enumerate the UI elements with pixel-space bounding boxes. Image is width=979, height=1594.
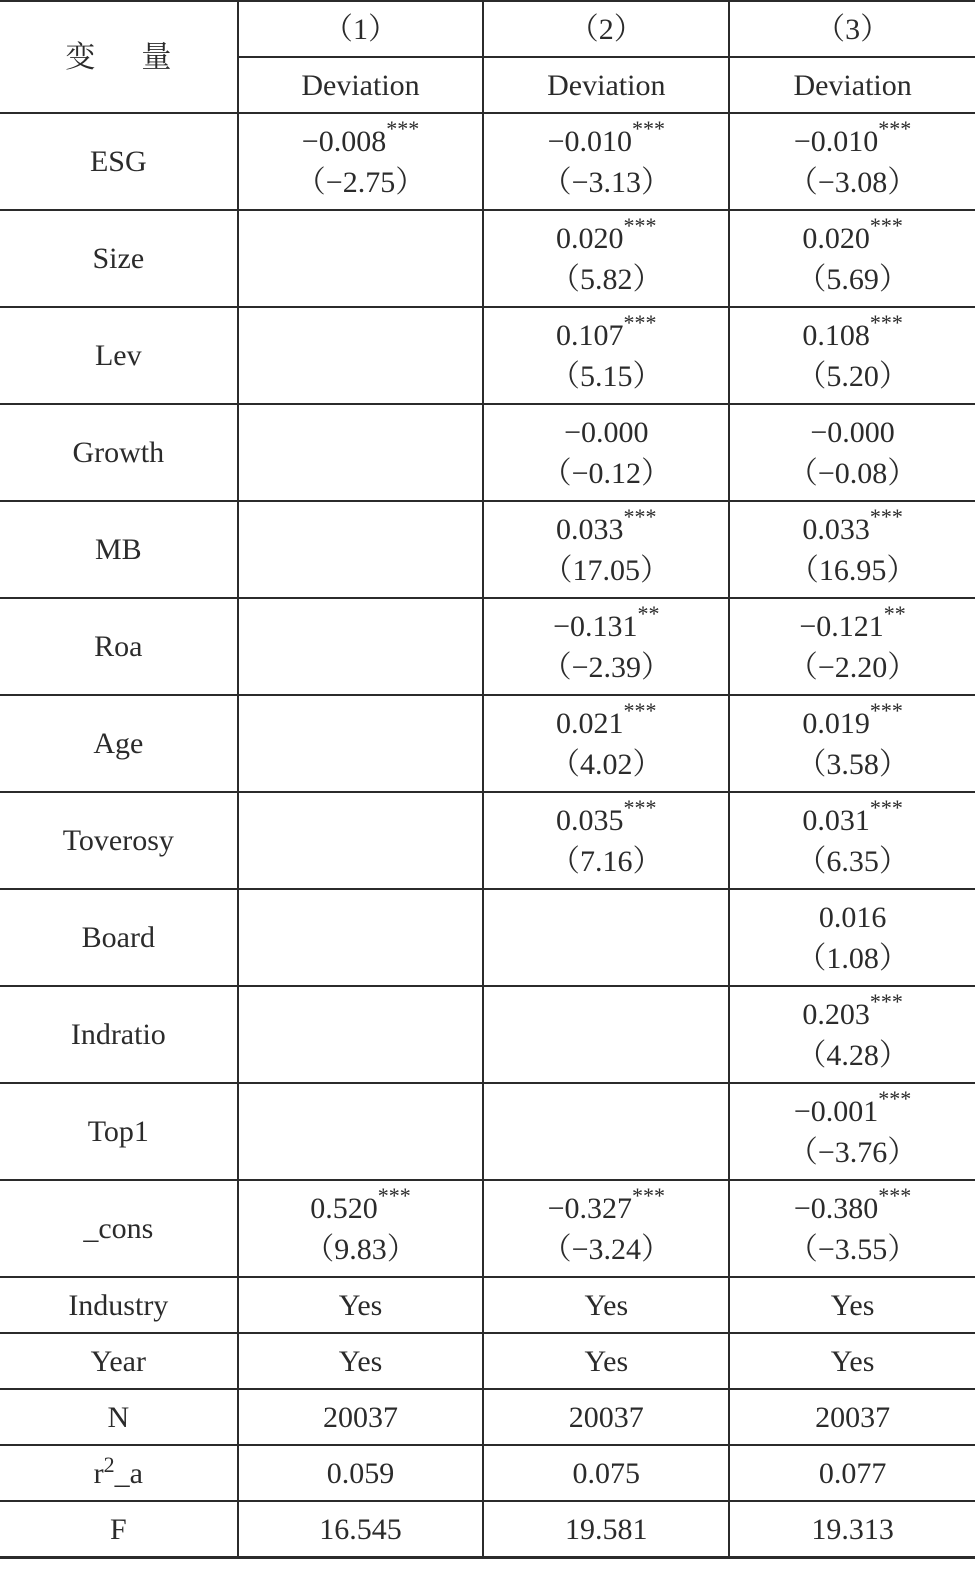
coefficient-value: −0.121 bbox=[799, 609, 884, 643]
t-statistic: （−3.24） bbox=[541, 1232, 671, 1266]
cell-ra-col2: 0.075 bbox=[483, 1445, 729, 1501]
t-statistic: （9.83） bbox=[304, 1232, 417, 1266]
row-label bbox=[0, 1333, 238, 1389]
variable-header-char1: 变 bbox=[65, 40, 96, 74]
cell-toverosy-col2 bbox=[483, 792, 729, 889]
cell-board-col1 bbox=[238, 889, 484, 986]
dependent-variable-2: Deviation bbox=[483, 57, 729, 113]
cell-cons-col3 bbox=[729, 1180, 975, 1277]
cell-n-col1: 20037 bbox=[238, 1389, 484, 1445]
cell-mb-col1 bbox=[238, 501, 484, 598]
cell-board-col2 bbox=[483, 889, 729, 986]
t-statistic: （6.35） bbox=[796, 844, 909, 878]
table-row-board bbox=[0, 889, 975, 986]
row-label: MB bbox=[0, 501, 238, 598]
significance-stars: *** bbox=[869, 697, 903, 723]
cell-esg-col3 bbox=[729, 113, 975, 210]
coefficient-value: 0.021 bbox=[556, 706, 624, 740]
coefficient bbox=[484, 212, 728, 259]
table-row-age bbox=[0, 695, 975, 792]
t-statistic: （−3.76） bbox=[787, 1135, 918, 1169]
significance-stars: *** bbox=[869, 503, 903, 529]
coefficient bbox=[484, 503, 728, 550]
significance-stars: *** bbox=[878, 115, 912, 141]
dependent-variable-1: Deviation bbox=[238, 57, 484, 113]
coefficient bbox=[484, 600, 728, 647]
cell-growth-col2 bbox=[483, 404, 729, 501]
significance-stars: *** bbox=[623, 794, 657, 820]
row-label bbox=[0, 1445, 238, 1501]
t-statistic: （−0.12） bbox=[541, 456, 671, 490]
cell-indratio-col1 bbox=[238, 986, 484, 1083]
cell-lev-col3 bbox=[729, 307, 975, 404]
row-label: Board bbox=[0, 889, 238, 986]
significance-stars: *** bbox=[623, 697, 657, 723]
t-statistic: （−3.13） bbox=[541, 165, 671, 199]
cell-lev-col1 bbox=[238, 307, 484, 404]
table-row-esg bbox=[0, 113, 975, 210]
significance-stars: *** bbox=[632, 115, 665, 141]
cell-indratio-col3 bbox=[729, 986, 975, 1083]
cell-top1-col3 bbox=[729, 1083, 975, 1180]
coefficient-value: −0.010 bbox=[547, 124, 632, 158]
t-statistic: （5.15） bbox=[550, 359, 663, 393]
t-statistic: （−2.75） bbox=[295, 165, 426, 199]
cell-esg-col1 bbox=[238, 113, 484, 210]
table-row-roa bbox=[0, 598, 975, 695]
coefficient-value: 0.107 bbox=[556, 318, 624, 352]
t-statistic: （4.02） bbox=[550, 747, 663, 781]
cell-roa-col1 bbox=[238, 598, 484, 695]
significance-stars: *** bbox=[869, 794, 903, 820]
cell-age-col1 bbox=[238, 695, 484, 792]
t-statistic: （5.82） bbox=[550, 262, 663, 296]
coefficient bbox=[730, 988, 975, 1035]
cell-cons-col1 bbox=[238, 1180, 484, 1277]
significance-stars: ** bbox=[883, 600, 906, 626]
dependent-variable-3: Deviation bbox=[729, 57, 975, 113]
cell-ra-col1: 0.059 bbox=[238, 1445, 484, 1501]
coefficient bbox=[730, 115, 975, 162]
coefficient bbox=[730, 212, 975, 259]
coefficient-value: 0.033 bbox=[802, 512, 870, 546]
row-label-text: N bbox=[107, 1400, 130, 1434]
coefficient bbox=[484, 115, 728, 162]
row-label-text: r bbox=[93, 1456, 104, 1490]
row-label-superscript: 2 bbox=[103, 1451, 115, 1477]
t-statistic: （−3.55） bbox=[787, 1232, 918, 1266]
t-statistic: （−2.20） bbox=[787, 650, 918, 684]
significance-stars: *** bbox=[869, 309, 903, 335]
significance-stars: *** bbox=[869, 988, 903, 1014]
coefficient-value: 0.019 bbox=[802, 706, 870, 740]
cell-f-col2: 19.581 bbox=[483, 1501, 729, 1558]
t-statistic: （5.20） bbox=[796, 359, 909, 393]
cell-year-col2: Yes bbox=[483, 1333, 729, 1389]
cell-mb-col3 bbox=[729, 501, 975, 598]
t-statistic: （3.58） bbox=[796, 747, 909, 781]
cell-lev-col2 bbox=[483, 307, 729, 404]
coefficient bbox=[730, 309, 975, 356]
t-statistic: （1.08） bbox=[796, 941, 909, 975]
cell-age-col3 bbox=[729, 695, 975, 792]
row-label: Growth bbox=[0, 404, 238, 501]
coefficient-value: −0.327 bbox=[547, 1191, 632, 1225]
coefficient-value: −0.000 bbox=[564, 415, 649, 449]
row-label-suffix: _a bbox=[114, 1456, 143, 1490]
t-statistic: （−3.08） bbox=[787, 165, 918, 199]
table-row-toverosy bbox=[0, 792, 975, 889]
header-row-columns bbox=[0, 1, 975, 57]
cell-cons-col2 bbox=[483, 1180, 729, 1277]
cell-f-col1: 16.545 bbox=[238, 1501, 484, 1558]
footer-row-industry bbox=[0, 1277, 975, 1333]
row-label bbox=[0, 1389, 238, 1445]
cell-ra-col3: 0.077 bbox=[729, 1445, 975, 1501]
cell-size-col2 bbox=[483, 210, 729, 307]
row-label: ESG bbox=[0, 113, 238, 210]
column-number-3: （3） bbox=[729, 1, 975, 57]
table-row-lev bbox=[0, 307, 975, 404]
table-row-top1 bbox=[0, 1083, 975, 1180]
coefficient-value: 0.035 bbox=[556, 803, 624, 837]
coefficient-value: −0.380 bbox=[793, 1191, 879, 1225]
cell-n-col2: 20037 bbox=[483, 1389, 729, 1445]
row-label: Indratio bbox=[0, 986, 238, 1083]
cell-industry-col2: Yes bbox=[483, 1277, 729, 1333]
footer-row-year bbox=[0, 1333, 975, 1389]
coefficient-value: −0.008 bbox=[301, 124, 387, 158]
coefficient bbox=[730, 897, 975, 938]
variable-header bbox=[0, 1, 238, 113]
footer-row-n bbox=[0, 1389, 975, 1445]
coefficient-value: −0.000 bbox=[810, 415, 895, 449]
coefficient-value: 0.108 bbox=[802, 318, 870, 352]
coefficient-value: 0.020 bbox=[802, 221, 870, 255]
cell-indratio-col2 bbox=[483, 986, 729, 1083]
row-label-text: Year bbox=[90, 1344, 146, 1378]
coefficient bbox=[730, 1085, 975, 1132]
coefficient bbox=[730, 503, 975, 550]
coefficient-value: −0.010 bbox=[793, 124, 879, 158]
row-label: Roa bbox=[0, 598, 238, 695]
cell-roa-col2 bbox=[483, 598, 729, 695]
cell-toverosy-col1 bbox=[238, 792, 484, 889]
coefficient bbox=[484, 697, 728, 744]
cell-size-col1 bbox=[238, 210, 484, 307]
table-row-cons bbox=[0, 1180, 975, 1277]
cell-f-col3: 19.313 bbox=[729, 1501, 975, 1558]
t-statistic: （−0.08） bbox=[787, 456, 918, 490]
t-statistic: （5.69） bbox=[796, 262, 909, 296]
table-row-mb bbox=[0, 501, 975, 598]
cell-n-col3: 20037 bbox=[729, 1389, 975, 1445]
cell-industry-col1: Yes bbox=[238, 1277, 484, 1333]
coefficient-value: 0.033 bbox=[556, 512, 624, 546]
table-row-size bbox=[0, 210, 975, 307]
coefficient bbox=[484, 1182, 728, 1229]
cell-toverosy-col3 bbox=[729, 792, 975, 889]
row-label bbox=[0, 1277, 238, 1333]
column-number-1: （1） bbox=[238, 1, 484, 57]
cell-roa-col3 bbox=[729, 598, 975, 695]
column-number-2: （2） bbox=[483, 1, 729, 57]
table-row-indratio bbox=[0, 986, 975, 1083]
significance-stars: *** bbox=[623, 309, 657, 335]
coefficient-value: −0.131 bbox=[553, 609, 638, 643]
row-label-text: Industry bbox=[68, 1288, 169, 1322]
cell-top1-col1 bbox=[238, 1083, 484, 1180]
significance-stars: ** bbox=[637, 600, 660, 626]
cell-esg-col2 bbox=[483, 113, 729, 210]
coefficient-value: 0.520 bbox=[310, 1191, 378, 1225]
coefficient bbox=[484, 309, 728, 356]
significance-stars: *** bbox=[878, 1085, 912, 1111]
row-label: Top1 bbox=[0, 1083, 238, 1180]
t-statistic: （7.16） bbox=[550, 844, 663, 878]
row-label: Age bbox=[0, 695, 238, 792]
t-statistic: （−2.39） bbox=[541, 650, 671, 684]
row-label-text: F bbox=[109, 1512, 127, 1546]
coefficient bbox=[239, 115, 483, 162]
t-statistic: （17.05） bbox=[542, 553, 671, 587]
coefficient bbox=[484, 412, 728, 453]
coefficient-value: 0.203 bbox=[802, 997, 870, 1031]
coefficient bbox=[730, 600, 975, 647]
significance-stars: *** bbox=[623, 212, 657, 238]
significance-stars: *** bbox=[623, 503, 657, 529]
row-label bbox=[0, 1501, 238, 1558]
significance-stars: *** bbox=[386, 115, 420, 141]
cell-year-col1: Yes bbox=[238, 1333, 484, 1389]
coefficient bbox=[730, 794, 975, 841]
row-label: Size bbox=[0, 210, 238, 307]
cell-size-col3 bbox=[729, 210, 975, 307]
table-row-growth bbox=[0, 404, 975, 501]
row-label: Lev bbox=[0, 307, 238, 404]
cell-growth-col1 bbox=[238, 404, 484, 501]
coefficient bbox=[730, 412, 975, 453]
significance-stars: *** bbox=[878, 1182, 912, 1208]
t-statistic: （4.28） bbox=[796, 1038, 909, 1072]
t-statistic: （16.95） bbox=[788, 553, 917, 587]
significance-stars: *** bbox=[869, 212, 903, 238]
significance-stars: *** bbox=[632, 1182, 665, 1208]
coefficient-value: 0.031 bbox=[802, 803, 870, 837]
cell-year-col3: Yes bbox=[729, 1333, 975, 1389]
coefficient bbox=[239, 1182, 483, 1229]
coefficient-value: −0.001 bbox=[793, 1094, 879, 1128]
coefficient-value: 0.020 bbox=[556, 221, 624, 255]
row-label: Toverosy bbox=[0, 792, 238, 889]
coefficient bbox=[730, 697, 975, 744]
cell-mb-col2 bbox=[483, 501, 729, 598]
coefficient bbox=[730, 1182, 975, 1229]
footer-row-f bbox=[0, 1501, 975, 1558]
cell-industry-col3: Yes bbox=[729, 1277, 975, 1333]
coefficient-value: 0.016 bbox=[818, 900, 887, 934]
variable-header-char2: 量 bbox=[141, 40, 172, 74]
cell-growth-col3 bbox=[729, 404, 975, 501]
significance-stars: *** bbox=[377, 1182, 411, 1208]
coefficient bbox=[484, 794, 728, 841]
cell-age-col2 bbox=[483, 695, 729, 792]
footer-row-ra bbox=[0, 1445, 975, 1501]
cell-board-col3 bbox=[729, 889, 975, 986]
row-label: _cons bbox=[0, 1180, 238, 1277]
cell-top1-col2 bbox=[483, 1083, 729, 1180]
